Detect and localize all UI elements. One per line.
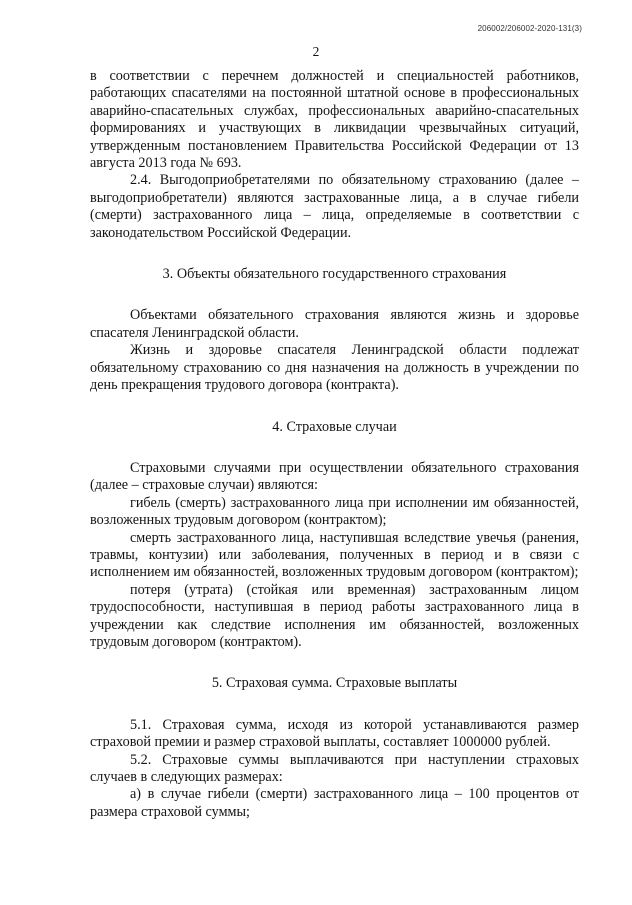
list-item-death-injury: смерть застрахованного лица, наступившая вследствие увечья (ранения, травмы, контузии) или заболевания, полученных в период и в связи с исполнением им обязанностей, возложенных трудовым договором (контрактом); bbox=[90, 529, 579, 581]
paragraph-2-4: 2.4. Выгодоприобретателями по обязательному страхованию (далее – выгодоприобретатели) являются застрахованные лица, а в случае гибели (смерти) застрахованного лица – лица, определяемые в соответствии с законодательством Российской Федерации. bbox=[90, 172, 579, 241]
document-body bbox=[90, 68, 579, 821]
paragraph-life-health: Жизнь и здоровье спасателя Ленинградской области подлежат обязательному страхованию со дня назначения на должность в учреждении по день прекращения трудового договора (контракта). bbox=[90, 342, 579, 394]
document-code: 206002/206002-2020-131(3) bbox=[477, 24, 582, 33]
paragraph-5-1: 5.1. Страховая сумма, исходя из которой устанавливаются размер страховой премии и размер страховой выплаты, составляет 1000000 рублей. bbox=[90, 716, 579, 751]
section-heading-4: 4. Страховые случаи bbox=[272, 418, 397, 435]
list-item-death: гибель (смерть) застрахованного лица при исполнении им обязанностей, возложенных трудовым договором (контрактом); bbox=[90, 494, 579, 529]
page-number: 2 bbox=[312, 44, 320, 59]
paragraph-insured-events: Страховыми случаями при осуществлении обязательного страхования (далее – страховые случаи) являются: bbox=[90, 459, 579, 494]
paragraph-objects: Объектами обязательного страхования являются жизнь и здоровье спасателя Ленинградской области. bbox=[90, 307, 579, 341]
paragraph-5-2: 5.2. Страховые суммы выплачиваются при наступлении страховых случаев в следующих размерах: bbox=[90, 751, 579, 785]
section-heading-3: 3. Объекты обязательного государственного страхования bbox=[162, 266, 507, 283]
paragraph-continuation: в соответствии с перечнем должностей и специальностей работников, работающих спасателями на постоянной штатной основе в профессиональных аварийно-спасательных службах, профессиональных аварийно-спасательных формированиях и участвующих в ликвидации чрезвычайных ситуаций, утвержденным постановлением Правительства Российской Федерации от 13 августа 2013 года № 693. bbox=[90, 68, 579, 172]
section-heading-5: 5. Страховая сумма. Страховые выплаты bbox=[211, 675, 458, 692]
list-item-a: а) в случае гибели (смерти) застрахованного лица – 100 процентов от размера страховой суммы; bbox=[90, 786, 579, 820]
list-item-disability: потеря (утрата) (стойкая или временная) застрахованным лицом трудоспособности, наступившая в период работы застрахованного лица в учреждении как следствие исполнения им обязанностей, возложенных трудовым договором (контрактом). bbox=[90, 581, 579, 650]
